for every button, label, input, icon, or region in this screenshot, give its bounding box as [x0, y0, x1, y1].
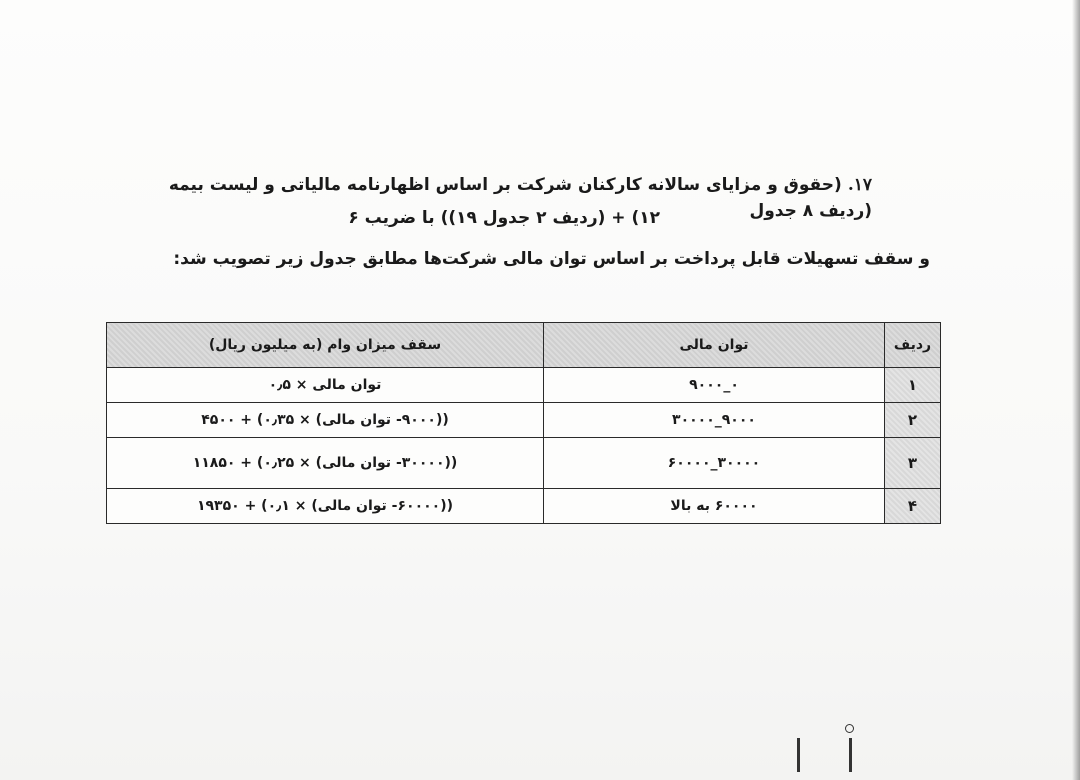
row-number: ۴ — [885, 489, 941, 524]
ink-stroke — [849, 738, 852, 772]
table-header-row — [107, 323, 941, 368]
signature-marks — [784, 722, 864, 778]
loan-cap-formula: ((۹۰۰۰- توان مالی) × ۰٫۳۵) + ۴۵۰۰ — [107, 403, 544, 438]
page-edge-shadow — [1072, 0, 1080, 780]
financial-range: ۳۰۰۰۰_۶۰۰۰۰ — [544, 438, 885, 489]
financial-range: ۶۰۰۰۰ به بالا — [544, 489, 885, 524]
table-row — [107, 438, 941, 489]
ink-stroke — [797, 738, 800, 772]
item-number: ۱۷. — [847, 175, 872, 195]
loan-cap-table — [106, 322, 941, 524]
loan-cap-formula: ((۳۰۰۰۰- توان مالی) × ۰٫۲۵) + ۱۱۸۵۰ — [107, 438, 544, 489]
paragraph-line-2: ۱۲) + (ردیف ۲ جدول ۱۹)) با ضریب ۶ — [348, 208, 660, 228]
header-financial-capacity: توان مالی — [544, 323, 885, 368]
row-number: ۳ — [885, 438, 941, 489]
table-row — [107, 489, 941, 524]
ink-dot — [845, 724, 854, 733]
loan-cap-formula: ((۶۰۰۰۰- توان مالی) × ۰٫۱) + ۱۹۳۵۰ — [107, 489, 544, 524]
row-number: ۱ — [885, 368, 941, 403]
table-row — [107, 403, 941, 438]
header-row-number: ردیف — [885, 323, 941, 368]
row-number: ۲ — [885, 403, 941, 438]
financial-range: ۰_۹۰۰۰ — [544, 368, 885, 403]
paragraph-line-3: و سقف تسهیلات قابل پرداخت بر اساس توان مالی شرکت‌ها مطابق جدول زیر تصویب شد: — [173, 249, 930, 269]
header-loan-cap: سقف میزان وام (به میلیون ریال) — [107, 323, 544, 368]
loan-cap-formula: توان مالی × ۰٫۵ — [107, 368, 544, 403]
financial-range: ۹۰۰۰_۳۰۰۰۰ — [544, 403, 885, 438]
paragraph-text-1: (حقوق و مزایای سالانه کارکنان شرکت بر اساس اظهارنامه مالیاتی و لیست بیمه (ردیف ۸ جدول — [168, 175, 872, 221]
table-row — [107, 368, 941, 403]
